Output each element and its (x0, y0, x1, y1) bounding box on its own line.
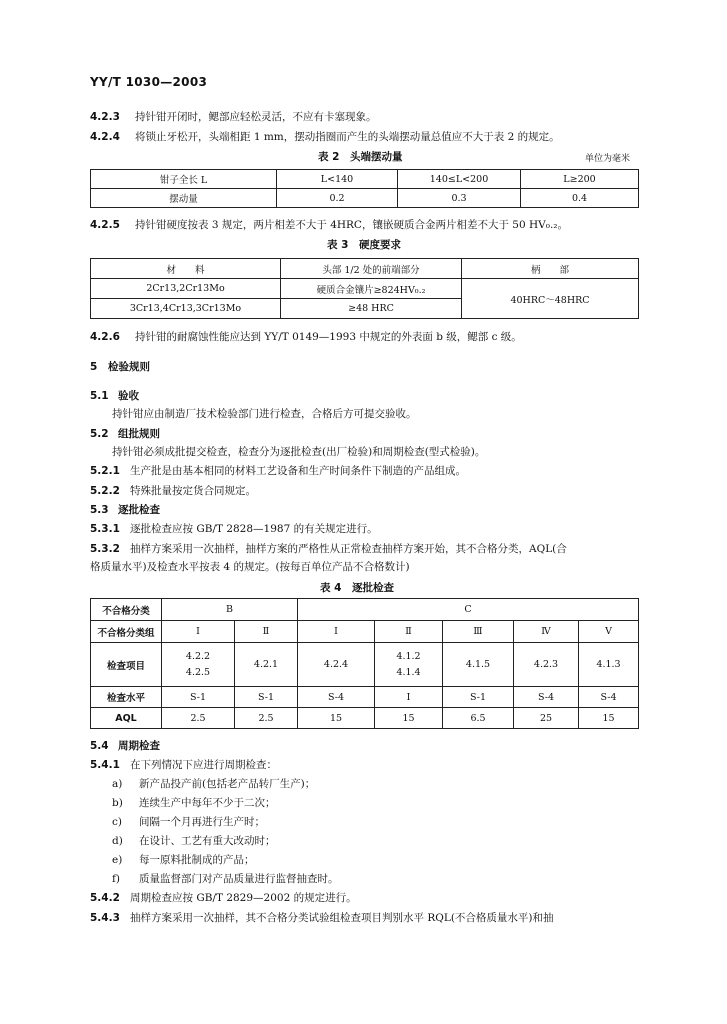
table-3-caption: 表 3 硬度要求 (327, 239, 401, 251)
clause-text: 抽样方案采用一次抽样，抽样方案的严格性从正常检查抽样方案开始，其不合格分类，AQL(合 (130, 543, 567, 555)
table-4-group: Ⅱ (375, 621, 443, 643)
table-4-caption: 表 4 逐批检查 (320, 582, 394, 594)
section-number: 5.3 (90, 504, 109, 516)
list-item (112, 872, 339, 886)
section-5-3-heading (90, 503, 160, 517)
table-4-level-label: 检查水平 (91, 687, 162, 708)
table-3-header: 柄 部 (462, 259, 639, 279)
clause-text: 周期检查应按 GB/T 2829—2002 的规定进行。 (130, 892, 357, 904)
table-4-item-cell (579, 643, 639, 687)
list-text: 在设计、工艺有重大改动时； (139, 835, 276, 847)
section-5-2-body: 持针钳必须成批提交检查，检查分为逐批检查(出厂检验)和周期检查(型式检验)。 (112, 446, 486, 458)
table-3-material: 2Cr13,2Cr13Mo (91, 279, 281, 299)
clause-number: 5.3.2 (90, 543, 120, 555)
table-4-item: 4.2.5 (185, 667, 211, 678)
clause-5-4-3 (90, 911, 554, 925)
table-4-level: S-1 (162, 687, 235, 708)
list-item (112, 815, 265, 829)
table-3-handle-hardness: 40HRC～48HRC (462, 279, 639, 319)
table-2-header: 140≤L<200 (398, 170, 521, 189)
table-4-group-label: 不合格分类组 (91, 621, 162, 643)
table-4-item: 4.1.4 (396, 667, 421, 678)
table-2-unit: 单位为毫米 (585, 154, 631, 164)
section-number: 5.4 (90, 740, 109, 752)
clause-5-3-1 (90, 522, 378, 536)
table-4-item-cell (375, 643, 443, 687)
clause-text: 生产批是由基本相同的材料工艺设备和生产时间条件下制造的产品组成。 (130, 465, 466, 477)
table-4-class-c: C (298, 599, 639, 621)
section-title: 验收 (118, 390, 139, 402)
table-4-item: 4.2.4 (323, 659, 349, 670)
table-4-level: S-4 (298, 687, 375, 708)
table-4-group: Ⅴ (579, 621, 639, 643)
list-marker: a) (112, 778, 123, 790)
table-2-caption: 表 2 头端摆动量 (318, 151, 403, 163)
clause-text: 逐批检查应按 GB/T 2828—1987 的有关规定进行。 (130, 523, 378, 535)
section-5-heading (90, 360, 150, 374)
clause-5-4-2 (90, 891, 357, 905)
list-text: 连续生产中每年不少于二次； (139, 797, 276, 809)
list-marker: e) (112, 854, 123, 866)
clause-4-2-6 (90, 330, 522, 344)
clause-4-2-3 (90, 110, 377, 124)
section-5-4-heading (90, 739, 160, 753)
table-4-group: Ⅰ (162, 621, 235, 643)
table-4-aql: 2.5 (162, 708, 235, 729)
list-marker: d) (112, 835, 123, 847)
list-marker: b) (112, 797, 123, 809)
clause-text: 持针钳硬度按表 3 规定，两片相差不大于 4HRC，镶嵌硬质合金两片相差不大于 50 HV₀.₂。 (135, 219, 569, 231)
list-text: 每一原料批制成的产品； (139, 854, 255, 866)
section-number: 5.2 (90, 428, 109, 440)
clause-5-4-1 (90, 758, 277, 772)
section-title: 组批规则 (118, 428, 160, 440)
clause-text: 将锁止牙松开，头端相距 1 mm，摆动指圈而产生的头端摆动量总值应不大于表 2 的规定。 (135, 131, 560, 143)
table-4-level: Ⅰ (375, 687, 443, 708)
table-4-item: 4.1.2 (396, 651, 421, 662)
table-4-item: 4.2.2 (185, 651, 211, 662)
clause-number: 5.4.3 (90, 912, 120, 924)
table-4-item-cell (298, 643, 375, 687)
table-4-group: Ⅲ (443, 621, 514, 643)
standard-code-header: YY/T 1030—2003 (90, 75, 208, 89)
clause-number: 4.2.5 (90, 219, 120, 231)
section-5-2-heading (90, 427, 160, 441)
table-4-item: 4.1.3 (596, 659, 621, 670)
table-2-row-label: 摆动量 (91, 189, 277, 208)
table-4-item-cell (235, 643, 298, 687)
table-4-item-cell (162, 643, 235, 687)
table-4-aql: 15 (375, 708, 443, 729)
section-number: 5 (90, 361, 98, 373)
clause-number: 4.2.6 (90, 331, 120, 343)
table-3-head-hardness: 硬质合金镶片≥824HV₀.₂ (281, 279, 462, 299)
section-number: 5.1 (90, 390, 109, 402)
table-2-cell: 0.4 (521, 189, 639, 208)
table-4-aql: 25 (514, 708, 579, 729)
table-4-level: S-1 (443, 687, 514, 708)
table-4-level: S-4 (514, 687, 579, 708)
list-item (112, 834, 276, 848)
clause-number: 5.3.1 (90, 523, 120, 535)
clause-5-3-2-continued: 格质量水平)及检查水平按表 4 的规定。(按每百单位产品不合格数计) (90, 561, 410, 573)
table-3-header: 头部 1/2 处的前端部分 (281, 259, 462, 279)
table-4-aql: 15 (298, 708, 375, 729)
table-4-aql: 15 (579, 708, 639, 729)
table-3-header: 材 料 (91, 259, 281, 279)
clause-number: 5.4.1 (90, 759, 120, 771)
clause-5-2-1 (90, 464, 466, 478)
section-5-1-body: 持针钳应由制造厂技术检验部门进行检查，合格后方可提交验收。 (112, 408, 417, 420)
table-3-head-hardness: ≥48 HRC (281, 299, 462, 319)
section-title: 逐批检查 (118, 504, 160, 516)
table-4-group: Ⅱ (235, 621, 298, 643)
list-item (112, 796, 276, 810)
table-4-aql: 2.5 (235, 708, 298, 729)
table-4-item-cell (514, 643, 579, 687)
table-4-level: S-1 (235, 687, 298, 708)
list-marker: c) (112, 816, 122, 828)
list-item (112, 853, 255, 867)
table-4-item: 4.2.3 (533, 659, 559, 670)
table-2-cell: 0.2 (277, 189, 398, 208)
table-4-item-cell (443, 643, 514, 687)
table-2-header: L<140 (277, 170, 398, 189)
clause-text: 特殊批量按定货合同规定。 (130, 485, 256, 497)
section-title: 周期检查 (118, 740, 160, 752)
clause-number: 4.2.3 (90, 111, 120, 123)
list-text: 质量监督部门对产品质量进行监督抽查时。 (139, 873, 339, 885)
clause-5-3-2 (90, 542, 567, 556)
table-2-header: 钳子全长 L (91, 170, 277, 189)
table-4-aql: 6.5 (443, 708, 514, 729)
list-text: 间隔一个月再进行生产时； (139, 816, 265, 828)
table-4-item: 4.1.5 (465, 659, 491, 670)
table-4-group: Ⅰ (298, 621, 375, 643)
table-4-level: S-4 (579, 687, 639, 708)
table-2-cell: 0.3 (398, 189, 521, 208)
table-2 (90, 169, 639, 208)
list-text: 新产品投产前(包括老产品转厂生产)； (139, 778, 316, 790)
list-marker: f) (112, 873, 120, 885)
table-4 (90, 598, 639, 729)
clause-text: 持针钳的耐腐蚀性能应达到 YY/T 0149—1993 中规定的外表面 b 级，鳃部 c 级。 (135, 331, 522, 343)
clause-4-2-4 (90, 130, 560, 144)
clause-text: 抽样方案采用一次抽样，其不合格分类试验组检查项目判别水平 RQL(不合格质量水平)和抽 (130, 912, 554, 924)
table-4-item-label: 检查项目 (91, 643, 162, 687)
table-3 (90, 258, 639, 319)
clause-text: 在下列情况下应进行周期检查： (130, 759, 277, 771)
table-4-aql-label: AQL (91, 708, 162, 729)
section-title: 检验规则 (108, 361, 150, 373)
clause-4-2-5 (90, 218, 568, 232)
section-5-1-heading (90, 389, 139, 403)
clause-number: 4.2.4 (90, 131, 120, 143)
table-2-header: L≥200 (521, 170, 639, 189)
table-4-group: Ⅳ (514, 621, 579, 643)
table-4-class-b: B (162, 599, 298, 621)
clause-text: 持针钳开闭时，鳃部应轻松灵活，不应有卡塞现象。 (135, 111, 377, 123)
clause-5-2-2 (90, 484, 256, 498)
clause-number: 5.2.2 (90, 485, 120, 497)
table-4-class-label: 不合格分类 (91, 599, 162, 621)
clause-number: 5.2.1 (90, 465, 120, 477)
list-item (112, 777, 315, 791)
table-3-material: 3Cr13,4Cr13,3Cr13Mo (91, 299, 281, 319)
clause-number: 5.4.2 (90, 892, 120, 904)
table-4-item: 4.2.1 (253, 659, 279, 670)
